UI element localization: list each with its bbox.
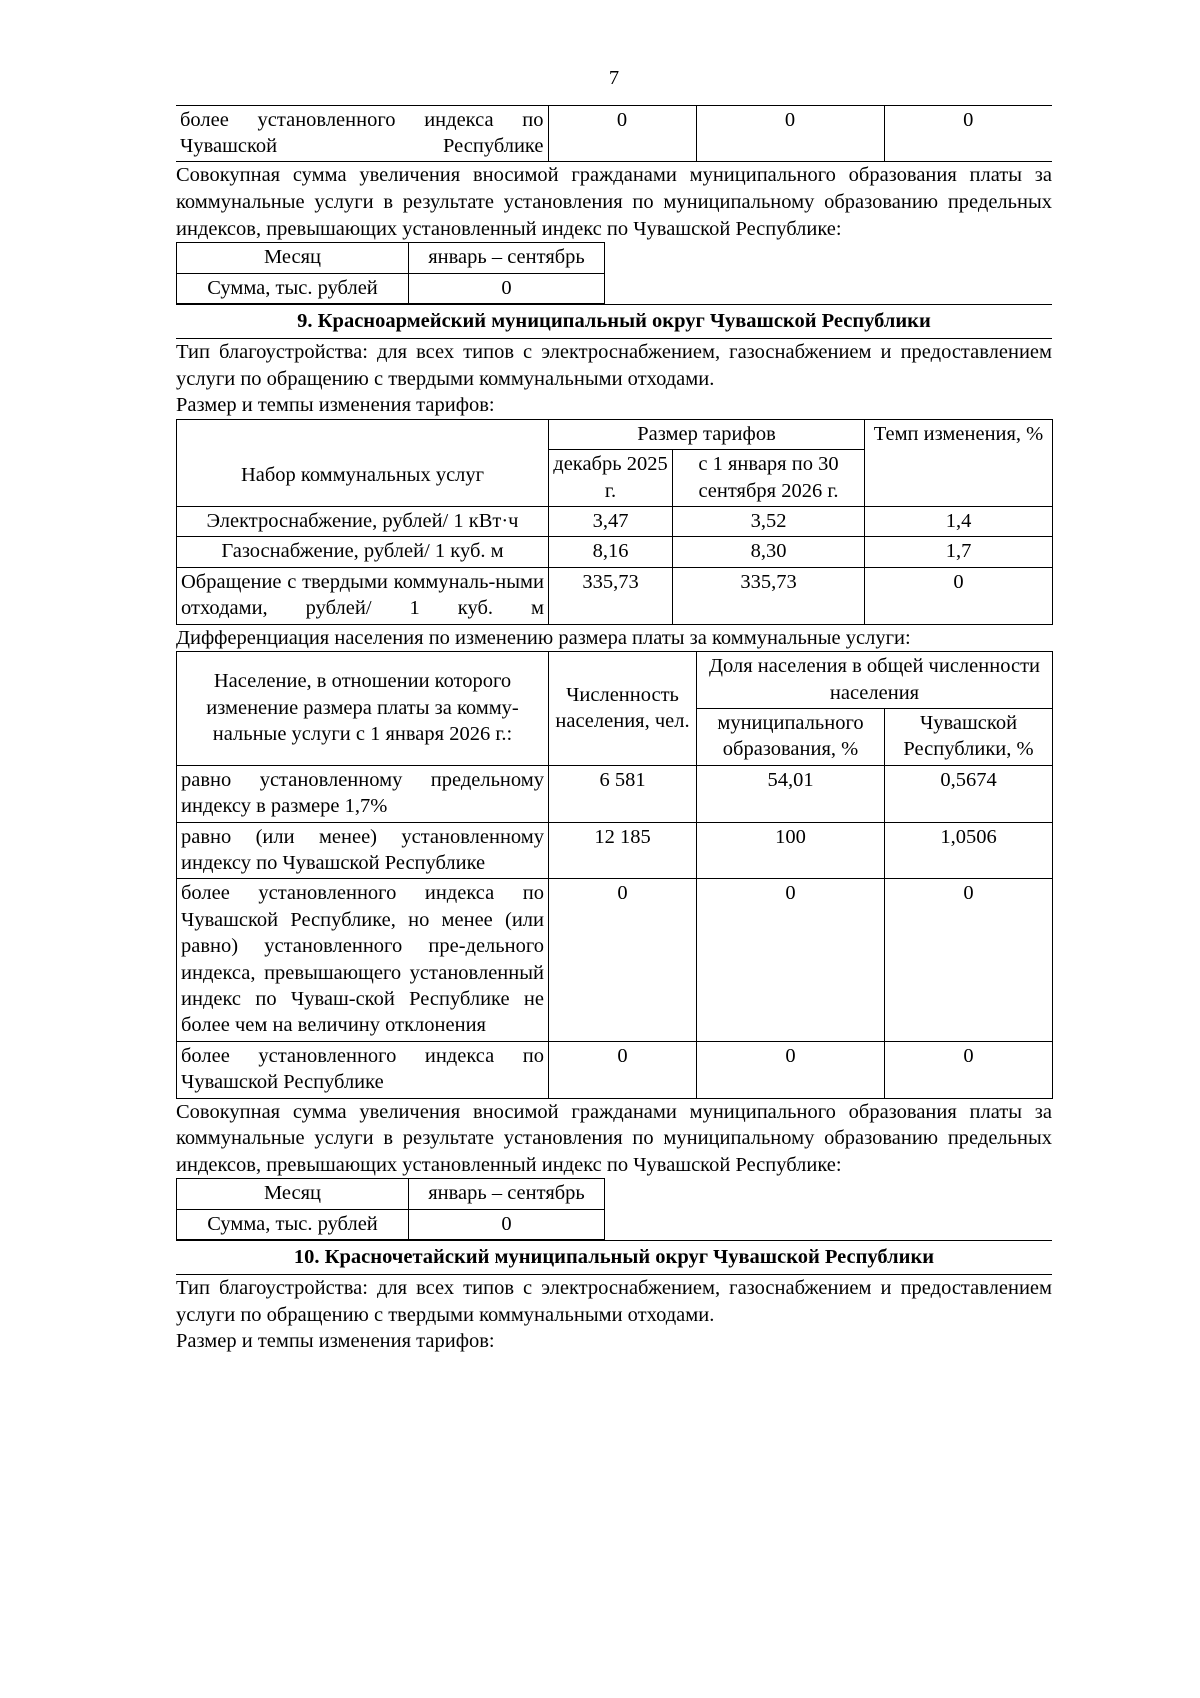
diff-row-count: 0: [549, 1041, 697, 1098]
diff-row-label: более установленного индекса по Чувашской Республике, но менее (или равно) установленного пре-дельного индекса, превышающего установленный индекс по Чуваш-ской Республике не более чем на величину отклонения: [177, 879, 549, 1041]
continued-cell-municipal: 0: [696, 105, 884, 162]
table-row: [177, 765, 1053, 822]
table-row: [177, 537, 1053, 567]
diff-header-share-republic: Чувашской Республики, %: [885, 708, 1053, 765]
tariffs-row-period: 3,52: [673, 506, 865, 536]
tariffs-row-rate: 1,7: [865, 537, 1053, 567]
table-row: [177, 1041, 1053, 1098]
continued-row-label: более установленного индекса по Чувашской Республике: [176, 105, 548, 162]
tariffs-row-period: 335,73: [673, 567, 865, 624]
tariffs-row-rate: 0: [865, 567, 1053, 624]
table-row: [177, 419, 1053, 449]
diff-row-republic: 0: [885, 1041, 1053, 1098]
tariffs-row-rate: 1,4: [865, 506, 1053, 536]
tariffs-row-december: 335,73: [549, 567, 673, 624]
tariffs-row-service: Электроснабжение, рублей/ 1 кВт·ч: [177, 506, 549, 536]
tariffs-row-service: Газоснабжение, рублей/ 1 куб. м: [177, 537, 549, 567]
section-9-summary-paragraph: Совокупная сумма увеличения вносимой гражданами муниципального образования платы за коммунальные услуги в результате установления по муниципальному образованию предельных индексов, превышающих установленный индекс по Чувашской Республике:: [176, 1100, 1052, 1176]
section-10-heading: 10. Красночетайский муниципальный округ Чувашской Республики: [176, 1241, 1052, 1275]
diff-row-republic: 0: [885, 879, 1053, 1041]
diff-row-republic: 1,0506: [885, 822, 1053, 879]
tariffs-header-december: декабрь 2025 г.: [549, 450, 673, 507]
section-9-heading-bar: [176, 304, 1052, 339]
page-number: 7: [608, 67, 620, 89]
diff-row-label: равно установленному предельному индексу в размере 1,7%: [177, 765, 549, 822]
summary1-sum-label: Сумма, тыс. рублей: [177, 273, 409, 303]
summary9-sum-label: Сумма, тыс. рублей: [177, 1209, 409, 1239]
table-row: [177, 1179, 605, 1209]
diff-row-municipal: 0: [697, 879, 885, 1041]
diff-row-label: равно (или менее) установленному индексу по Чувашской Республике: [177, 822, 549, 879]
summary-table-1: [176, 242, 605, 304]
tariffs-row-service: Обращение с твердыми коммуналь-ными отходами, рублей/ 1 куб. м: [177, 567, 549, 624]
tariffs-header-services: Набор коммунальных услуг: [177, 419, 549, 506]
diff-row-municipal: 100: [697, 822, 885, 879]
diff-header-count: Численность населения, чел.: [549, 652, 697, 766]
summary9-month-label: Месяц: [177, 1179, 409, 1209]
summary1-sum-value: 0: [409, 273, 605, 303]
tariffs-row-december: 8,16: [549, 537, 673, 567]
tariffs-header-size: Размер тарифов: [549, 419, 865, 449]
section-9-summary-table: [176, 1178, 605, 1240]
tariffs-row-period: 8,30: [673, 537, 865, 567]
summary1-month-value: январь – сентябрь: [409, 243, 605, 273]
continued-cell-republic: 0: [884, 105, 1052, 162]
page-content: [176, 0, 1052, 1355]
table-row: [176, 304, 1052, 338]
diff-row-count: 0: [549, 879, 697, 1041]
section-9-heading: 9. Красноармейский муниципальный округ Чувашской Республики: [176, 304, 1052, 338]
diff-row-municipal: 54,01: [697, 765, 885, 822]
diff-row-label: более установленного индекса по Чувашской Республике: [177, 1041, 549, 1098]
table-row: [177, 652, 1053, 709]
section-9-tariffs-intro: Размер и темпы изменения тарифов:: [176, 394, 495, 417]
diff-row-municipal: 0: [697, 1041, 885, 1098]
summary1-month-label: Месяц: [177, 243, 409, 273]
section-9-differentiation-table: [176, 651, 1053, 1099]
diff-row-count: 6 581: [549, 765, 697, 822]
summary9-month-value: январь – сентябрь: [409, 1179, 605, 1209]
table-row: [177, 567, 1053, 624]
table-row: [177, 506, 1053, 536]
tariffs-header-rate: Темп изменения, %: [865, 419, 1053, 506]
table-row: [177, 879, 1053, 1041]
diff-row-count: 12 185: [549, 822, 697, 879]
table-row: [176, 105, 1052, 162]
summary-paragraph-1: Совокупная сумма увеличения вносимой гражданами муниципального образования платы за коммунальные услуги в результате установления по муниципальному образованию предельных индексов, превышающих установленный индекс по Чувашской Республике:: [176, 164, 1052, 240]
tariffs-header-period: с 1 января по 30 сентября 2026 г.: [673, 450, 865, 507]
diff-row-republic: 0,5674: [885, 765, 1053, 822]
section-10-tariffs-intro: Размер и темпы изменения тарифов:: [176, 1330, 495, 1353]
table-row: [177, 1209, 605, 1239]
table-row: [177, 273, 605, 303]
section-9-improvement-type: Тип благоустройства: для всех типов с электроснабжением, газоснабжением и предоставлением услуги по обращению с твердыми коммунальными отходами.: [176, 340, 1052, 390]
table-row: [177, 822, 1053, 879]
table-row: [177, 243, 605, 273]
diff-header-share-municipal: муниципального образования, %: [697, 708, 885, 765]
section-9-tariffs-table: [176, 419, 1053, 625]
continued-cell-count: 0: [548, 105, 696, 162]
section-10-heading-bar: [176, 1240, 1052, 1275]
section-10-improvement-type: Тип благоустройства: для всех типов с электроснабжением, газоснабжением и предоставлением услуги по обращению с твердыми коммунальными отходами.: [176, 1277, 1052, 1326]
summary9-sum-value: 0: [409, 1209, 605, 1239]
diff-header-share-group: Доля населения в общей численности населения: [697, 652, 1053, 709]
continued-table: [176, 105, 1052, 163]
section-9-differentiation-intro: Дифференциация населения по изменению размера платы за коммунальные услуги:: [176, 626, 911, 649]
diff-header-population: Население, в отношении которого изменение размера платы за комму-нальные услуги с 1 января 2026 г.:: [177, 652, 549, 766]
tariffs-row-december: 3,47: [549, 506, 673, 536]
table-row: [176, 1241, 1052, 1275]
